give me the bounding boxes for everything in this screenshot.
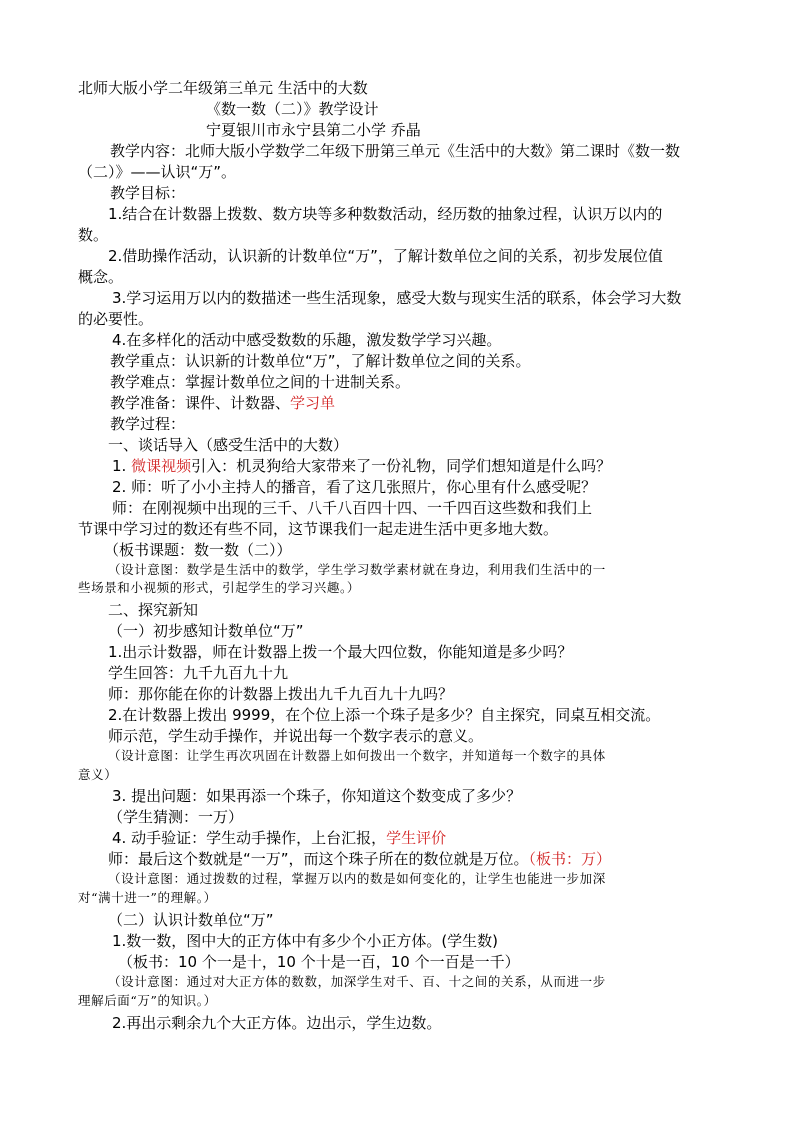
author-line: 宁夏银川市永宁县第二小学 乔晶 bbox=[206, 121, 421, 139]
student-guess: （学生猜测：一万） bbox=[108, 808, 244, 826]
content-line-2: （二）》——认识“万”。 bbox=[78, 163, 237, 181]
teacher-demo: 师示范，学生动手操作，并说出每一个数字表示的意义。 bbox=[108, 727, 484, 745]
process-heading: 教学过程： bbox=[110, 415, 186, 433]
step-4-highlight: 学生评价 bbox=[386, 829, 447, 847]
goal-4: 4.在多样化的活动中感受数数的乐趣，激发数学学习兴趣。 bbox=[112, 331, 502, 349]
step-1 bbox=[112, 456, 611, 476]
teaching-prep bbox=[110, 393, 335, 413]
teacher-question: 师：那你能在你的计数器上拨出九千九百九十九吗？ bbox=[108, 685, 454, 703]
section-1-step-4 bbox=[112, 828, 446, 848]
design-note-3-cont: 对“满十进一”的理解。） bbox=[78, 890, 217, 905]
goal-2: 2.借助操作活动，认识新的计数单位“万”，了解计数单位之间的关系，初步发展位值 bbox=[108, 247, 663, 265]
goal-1-cont: 数。 bbox=[78, 226, 109, 244]
goal-2-cont: 概念。 bbox=[78, 268, 124, 286]
design-note-2-cont: 意义） bbox=[78, 767, 118, 782]
design-note-1-cont: 些场景和小视频的形式，引起学生的学习兴趣。） bbox=[78, 580, 360, 595]
prep-text: 教学准备：课件、计数器、 bbox=[110, 394, 291, 412]
goal-3: 3.学习运用万以内的数描述一些生活现象，感受大数与现实生活的联系，体会学习大数 bbox=[112, 289, 682, 307]
section-1-step-1: 1.出示计数器，师在计数器上拨一个最大四位数，你能知道是多少吗？ bbox=[108, 643, 573, 661]
step-4-text: 4. 动手验证：学生动手操作，上台汇报， bbox=[112, 829, 387, 847]
step-1-highlight: 微课视频 bbox=[131, 457, 192, 475]
teacher-conclusion bbox=[108, 849, 611, 869]
step-1-number: 1. bbox=[112, 457, 132, 475]
section-2-step-1: 1.数一数，图中大的正方体中有多少个小正方体。(学生数) bbox=[112, 932, 499, 950]
teaching-focus: 教学重点：认识新的计数单位“万”，了解计数单位之间的关系。 bbox=[110, 352, 531, 370]
section-1-heading: （一）初步感知计数单位“万” bbox=[108, 622, 304, 640]
step-1-text: 引入：机灵狗给大家带来了一份礼物，同学们想知道是什么吗？ bbox=[191, 457, 612, 475]
section-1-step-2: 2.在计数器上拨出 9999，在个位上添一个珠子是多少？自主探究，同桌互相交流。 bbox=[108, 706, 661, 724]
student-answer: 学生回答：九千九百九十九 bbox=[108, 664, 289, 682]
part-2-heading: 二、探究新知 bbox=[108, 601, 199, 619]
board-count: （板书：10 个一是十，10 个十是一百，10 个一百是一千） bbox=[118, 953, 520, 971]
section-1-step-3: 3. 提出问题：如果再添一个珠子，你知道这个数变成了多少？ bbox=[112, 787, 522, 805]
series-title: 北师大版小学二年级第三单元 生活中的大数 bbox=[78, 79, 368, 97]
step-3-cont: 节课中学习过的数还有些不同，这节课我们一起走进生活中更多地大数。 bbox=[78, 520, 559, 538]
content-line-1 bbox=[110, 141, 680, 161]
step-2: 2. 师：听了小小主持人的播音，看了这几张照片，你心里有什么感受呢？ bbox=[112, 478, 597, 496]
content-text: 北师大版小学数学二年级下册第三单元《生活中的大数》第二课时《数一数 bbox=[185, 142, 681, 160]
design-note-2: （设计意图：让学生再次巩固在计数器上如何拨出一个数字，并知道每一个数字的具体 bbox=[108, 748, 606, 763]
prep-highlight: 学习单 bbox=[290, 394, 336, 412]
teaching-difficulty: 教学难点：掌握计数单位之间的十进制关系。 bbox=[110, 373, 411, 391]
section-2-step-2: 2.再出示剩余九个大正方体。边出示，学生边数。 bbox=[112, 1014, 442, 1032]
design-note-4: （设计意图：通过对大正方体的数数，加深学生对千、百、十之间的关系，从而进一步 bbox=[108, 974, 606, 989]
conclusion-text: 师：最后这个数就是“一万”，而这个珠子所在的数位就是万位。 bbox=[108, 850, 529, 868]
design-note-1: （设计意图：数学是生活中的数学，学生学习数学素材就在身边，利用我们生活中的一 bbox=[108, 562, 606, 577]
goal-3-cont: 的必要性。 bbox=[78, 310, 154, 328]
part-1-heading: 一、谈话导入（感受生活中的大数） bbox=[108, 436, 349, 454]
lesson-title: 《数一数（二）》教学设计 bbox=[206, 100, 379, 118]
board-title: （板书课题：数一数（二）） bbox=[104, 541, 292, 559]
step-3: 师：在刚视频中出现的三千、八千八百四十四、一千四百这些数和我们上 bbox=[112, 499, 593, 517]
content-label: 教学内容： bbox=[110, 142, 186, 160]
design-note-3: （设计意图：通过拨数的过程，掌握万以内的数是如何变化的，让学生也能进一步加深 bbox=[108, 871, 606, 886]
conclusion-highlight: （板书：万） bbox=[528, 850, 612, 868]
goals-heading: 教学目标： bbox=[110, 184, 186, 202]
section-2-heading: （二）认识计数单位“万” bbox=[108, 911, 274, 929]
goal-1: 1.结合在计数器上拨数、数方块等多种数数活动，经历数的抽象过程，认识万以内的 bbox=[108, 205, 663, 223]
design-note-4-cont: 理解后面“万”的知识。） bbox=[78, 993, 217, 1008]
